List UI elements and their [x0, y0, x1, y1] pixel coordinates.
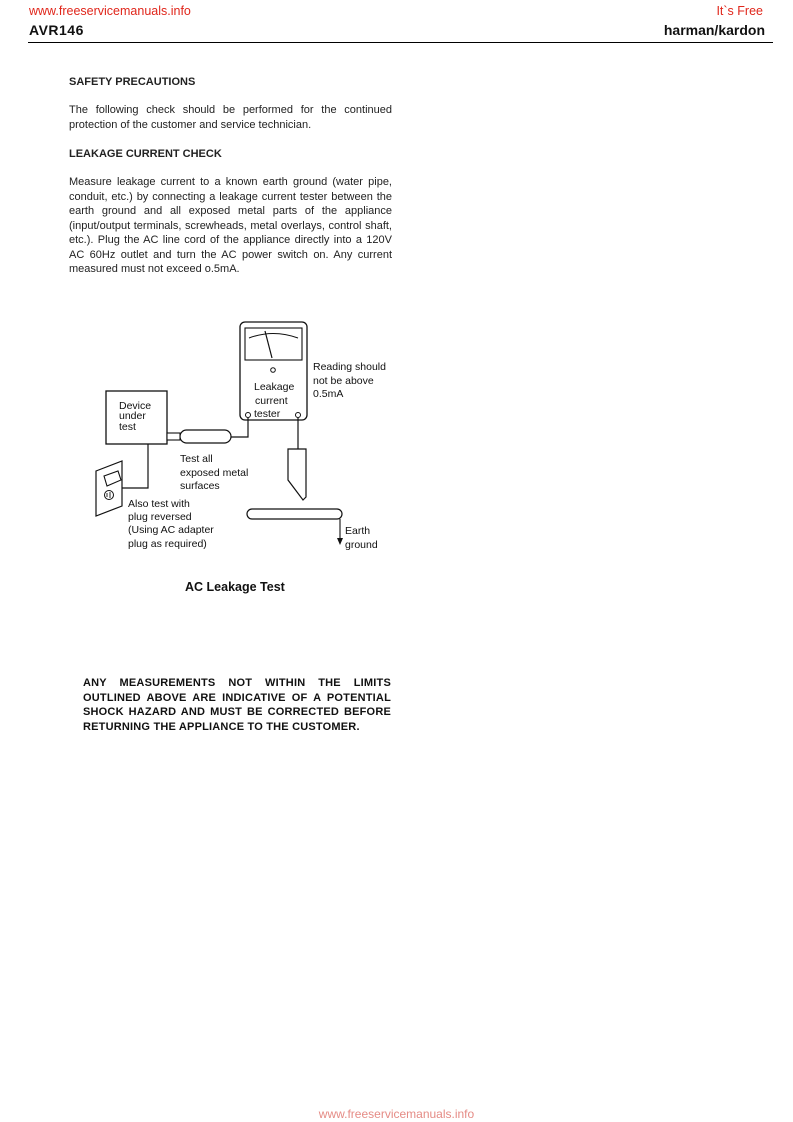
metal-label-2: exposed metal [180, 467, 249, 479]
reading-label-1: Reading should [313, 361, 386, 373]
metal-label-1: Test all [180, 453, 213, 465]
free-label: It`s Free [716, 4, 763, 18]
plug-label-2: plug reversed [128, 511, 192, 523]
metal-label-3: surfaces [180, 480, 220, 492]
diagram-caption: AC Leakage Test [185, 580, 285, 594]
plug-label-4: plug as required) [128, 538, 207, 550]
ground-pipe [247, 509, 342, 519]
footer-site-link[interactable]: www.freeservicemanuals.info [318, 1107, 475, 1121]
reading-label-2: not be above [313, 375, 374, 387]
plug-label-1: Also test with [128, 498, 190, 510]
ground-clip-icon [288, 449, 306, 500]
leakage-paragraph: Measure leakage current to a known earth ground (water pipe, conduit, etc.) by connecting a leakage current tester between the earth ground and all exposed metal parts of the appliance (input/output terminals, screwheads, metal overlays, control shaft, etc.). Plug the AC line cord of the appliance directly into a 120V AC 60Hz outlet and turn the AC power switch on. Any current measured must not exceed o.5mA. [69, 176, 392, 275]
device-label-2: under [119, 410, 146, 422]
plug-label-3: (Using AC adapter [128, 524, 214, 536]
safety-heading: SAFETY PRECAUTIONS [69, 76, 196, 88]
device-label-1: Device [119, 400, 152, 412]
tester-label-2: current [255, 395, 288, 407]
safety-paragraph: The following check should be performed for the continued protection of the customer and service technician. [69, 104, 392, 131]
ground-label-2: ground [345, 539, 378, 551]
tester-label-3: tester [254, 408, 281, 420]
wall-outlet-icon [96, 461, 122, 516]
device-label-3: test [119, 421, 136, 433]
warning-text: ANY MEASUREMENTS NOT WITHIN THE LIMITS OUTLINED ABOVE ARE INDICATIVE OF A POTENTIAL SHOCK HAZARD AND MUST BE CORRECTED BEFORE RETURNING THE APPLIANCE TO THE CUSTOMER. [83, 677, 391, 733]
ground-arrow-icon [337, 538, 343, 545]
probe-icon [180, 430, 231, 443]
leakage-heading: LEAKAGE CURRENT CHECK [69, 148, 222, 160]
model-name: AVR146 [29, 22, 84, 38]
brand-logo: harman/kardon [663, 22, 765, 38]
ground-label-1: Earth [345, 525, 371, 537]
reading-label-3: 0.5mA [313, 388, 344, 400]
tester-label-1: Leakage [254, 381, 295, 393]
site-link[interactable]: www.freeservicemanuals.info [29, 4, 191, 18]
